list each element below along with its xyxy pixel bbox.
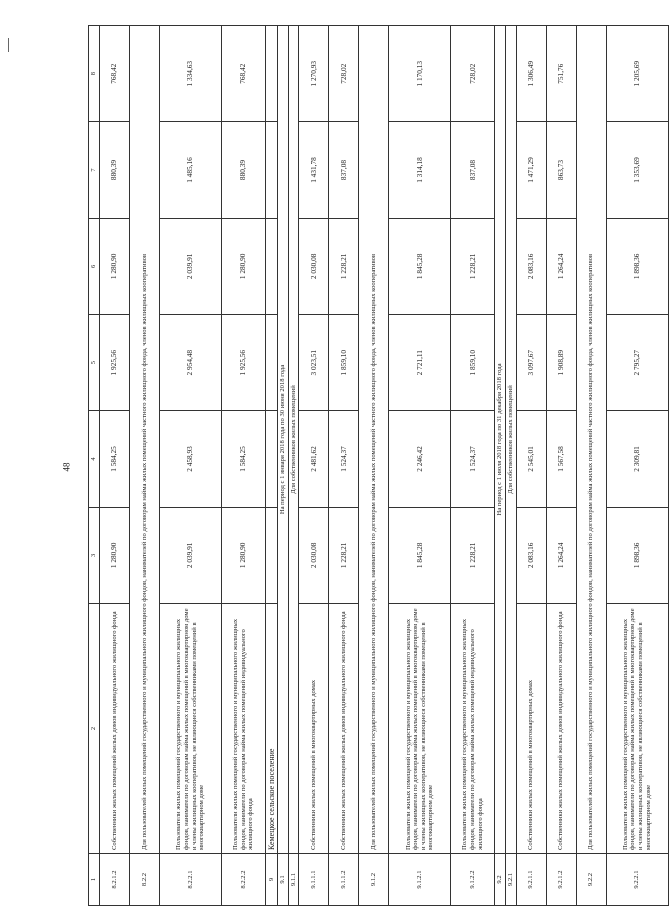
value-cell: 2 039,91 [160, 507, 222, 603]
row-name: Собственники жилых помещений жилых домов индивидуального жилищного фонда [546, 604, 576, 854]
value-cell: 2 246,42 [389, 411, 451, 507]
value-cell: 1 845,28 [389, 218, 451, 314]
value-cell: 1 353,69 [606, 122, 668, 218]
group-heading: Для пользователей жилых помещений государственного и муниципального жилищного фондов, нанимателей по договорам найма жилых помещений частного жилищного фонда, членов жилищных кооперативов [359, 26, 389, 854]
header-cell: 8 [89, 26, 100, 122]
value-cell: 751,76 [546, 26, 576, 122]
row-code: 9.2.1.2 [546, 854, 576, 906]
row-code: 9.2.2 [576, 854, 606, 906]
table-row [130, 26, 160, 906]
group-heading: Для пользователей жилых помещений государственного и муниципального жилищного фондов, нанимателей по договорам найма жилых помещений частного жилищного фонда, членов жилищных кооперативов [130, 26, 160, 854]
table-row [160, 26, 222, 906]
table-row [505, 26, 516, 906]
value-cell: 3 097,67 [516, 315, 546, 411]
header-cell: 1 [89, 854, 100, 906]
value-cell: 1 280,90 [100, 507, 130, 603]
value-cell: 728,02 [329, 26, 359, 122]
row-code: 9.2.2.1 [606, 854, 668, 906]
value-cell: 1 431,78 [299, 122, 329, 218]
row-name: Пользователи жилых помещений государственного и муниципального жилищных фондов, наниматели по договорам найма жилых помещений в многоквартирном доме и члены жилищных кооперативов, не являющиеся собственниками помещений в многоквартирном доме [389, 604, 451, 854]
header-cell: 5 [89, 315, 100, 411]
row-name: Собственники жилых помещений жилых домов индивидуального жилищного фонда [329, 604, 359, 854]
value-cell: 1 898,36 [606, 507, 668, 603]
header-cell: 4 [89, 411, 100, 507]
value-cell: 2 083,16 [516, 218, 546, 314]
table-row [100, 26, 130, 906]
row-code: 9.1.2 [359, 854, 389, 906]
value-cell: 2 795,27 [606, 315, 668, 411]
tariff-table [88, 25, 669, 906]
table-row [546, 26, 576, 906]
row-code: 9 [266, 854, 278, 906]
value-cell: 2 083,16 [516, 507, 546, 603]
row-code: 9.1 [278, 854, 289, 906]
value-cell: 2 030,08 [299, 218, 329, 314]
value-cell: 1 859,10 [329, 315, 359, 411]
row-code: 8.2.1.2 [100, 854, 130, 906]
value-cell: 837,08 [329, 122, 359, 218]
value-cell: 1 264,24 [546, 507, 576, 603]
table-row [288, 26, 299, 906]
value-cell: 1 228,21 [329, 507, 359, 603]
group-heading: Для пользователей жилых помещений государственного и муниципального жилищного фондов, нанимателей по договорам найма жилых помещений частного жилищного фонда, членов жилищных кооперативов [576, 26, 606, 854]
value-cell: 880,39 [100, 122, 130, 218]
value-cell: 2 545,01 [516, 411, 546, 507]
value-cell: 1 471,29 [516, 122, 546, 218]
value-cell: 728,02 [451, 26, 495, 122]
value-cell: 1 334,63 [160, 26, 222, 122]
value-cell: 1 845,28 [389, 507, 451, 603]
value-cell: 1 314,18 [389, 122, 451, 218]
value-cell: 2 030,08 [299, 507, 329, 603]
value-cell: 1 264,24 [546, 218, 576, 314]
value-cell: 2 721,11 [389, 315, 451, 411]
empty-cell [266, 507, 278, 603]
row-code: 8.2.2.1 [160, 854, 222, 906]
value-cell: 863,73 [546, 122, 576, 218]
value-cell: 1 306,49 [516, 26, 546, 122]
value-cell: 1 228,21 [451, 218, 495, 314]
row-code: 9.1.2.2 [451, 854, 495, 906]
value-cell: 768,42 [100, 26, 130, 122]
header-cell: 2 [89, 604, 100, 854]
table-row [495, 26, 506, 906]
value-cell: 1 228,21 [451, 507, 495, 603]
row-code: 9.1.2.1 [389, 854, 451, 906]
value-cell: 1 925,56 [100, 315, 130, 411]
row-name: Пользователи жилых помещений государственного и муниципального жилищных фондов, наниматели по договорам найма жилых помещений индивидуального жилищного фонда [222, 604, 266, 854]
value-cell: 1 567,58 [546, 411, 576, 507]
value-cell: 768,42 [222, 26, 266, 122]
settlement-title: Кемецкое сельское поселение [266, 604, 278, 854]
table-row [389, 26, 451, 906]
value-cell: 1 170,13 [389, 26, 451, 122]
row-code: 8.2.2 [130, 854, 160, 906]
period-heading: На период с 1 июля 2018 года по 31 декабря 2018 года [495, 26, 506, 854]
value-cell: 1 280,90 [100, 218, 130, 314]
value-cell: 1 205,69 [606, 26, 668, 122]
row-code: 8.2.2.2 [222, 854, 266, 906]
row-name: Пользователи жилых помещений государственного и муниципального жилищных фондов, наниматели по договорам найма жилых помещений в многоквартирном доме и члены жилищных кооперативов, не являющиеся собственниками помещений в многоквартирном доме [606, 604, 668, 854]
row-code: 9.1.1 [288, 854, 299, 906]
table-row [451, 26, 495, 906]
value-cell: 1 524,37 [329, 411, 359, 507]
value-cell: 2 954,48 [160, 315, 222, 411]
row-name: Пользователи жилых помещений государственного и муниципального жилищных фондов, наниматели по договорам найма жилых помещений индивидуального жилищного фонда [451, 604, 495, 854]
page-number: 48 [61, 462, 72, 472]
period-heading: Для собственников жилых помещений [288, 26, 299, 854]
value-cell: 1 898,36 [606, 218, 668, 314]
row-code: 9.2.1.1 [516, 854, 546, 906]
table-row [606, 26, 668, 906]
margin-mark [8, 38, 9, 52]
empty-cell [266, 122, 278, 218]
rotated-page [88, 26, 652, 906]
row-name: Собственники жилых помещений в многоквартирных домах [299, 604, 329, 854]
value-cell: 1 584,25 [222, 411, 266, 507]
value-cell: 1 228,21 [329, 218, 359, 314]
table-row [278, 26, 289, 906]
empty-cell [266, 218, 278, 314]
value-cell: 1 280,90 [222, 507, 266, 603]
empty-cell [266, 315, 278, 411]
value-cell: 1 485,16 [160, 122, 222, 218]
value-cell: 1 584,25 [100, 411, 130, 507]
table-row [359, 26, 389, 906]
empty-cell [266, 411, 278, 507]
header-cell: 6 [89, 218, 100, 314]
period-heading: Для собственников жилых помещений [505, 26, 516, 854]
header-cell: 3 [89, 507, 100, 603]
value-cell: 880,39 [222, 122, 266, 218]
table-row [329, 26, 359, 906]
value-cell: 1 280,90 [222, 218, 266, 314]
period-heading: На период с 1 января 2018 года по 30 июня 2018 года [278, 26, 289, 854]
row-code: 9.1.1.1 [299, 854, 329, 906]
header-cell: 7 [89, 122, 100, 218]
row-code: 9.2.1 [505, 854, 516, 906]
header-row [89, 26, 100, 906]
value-cell: 837,08 [451, 122, 495, 218]
table-row [222, 26, 266, 906]
row-code: 9.2 [495, 854, 506, 906]
row-name: Собственники жилых помещений в многоквартирных домах [516, 604, 546, 854]
table-row [266, 26, 278, 906]
table-row [516, 26, 546, 906]
value-cell: 2 458,93 [160, 411, 222, 507]
table-body [89, 26, 669, 906]
empty-cell [266, 26, 278, 122]
value-cell: 1 270,93 [299, 26, 329, 122]
row-code: 9.1.1.2 [329, 854, 359, 906]
row-name: Собственники жилых помещений жилых домов индивидуального жилищного фонда [100, 604, 130, 854]
value-cell: 1 925,56 [222, 315, 266, 411]
value-cell: 3 023,51 [299, 315, 329, 411]
value-cell: 2 309,81 [606, 411, 668, 507]
table-row [299, 26, 329, 906]
value-cell: 1 908,89 [546, 315, 576, 411]
value-cell: 2 039,91 [160, 218, 222, 314]
value-cell: 2 481,62 [299, 411, 329, 507]
value-cell: 1 524,37 [451, 411, 495, 507]
table-row [576, 26, 606, 906]
row-name: Пользователи жилых помещений государственного и муниципального жилищных фондов, наниматели по договорам найма жилых помещений в многоквартирном доме и члены жилищных кооперативов, не являющиеся собственниками помещений в многоквартирном доме [160, 604, 222, 854]
value-cell: 1 859,10 [451, 315, 495, 411]
